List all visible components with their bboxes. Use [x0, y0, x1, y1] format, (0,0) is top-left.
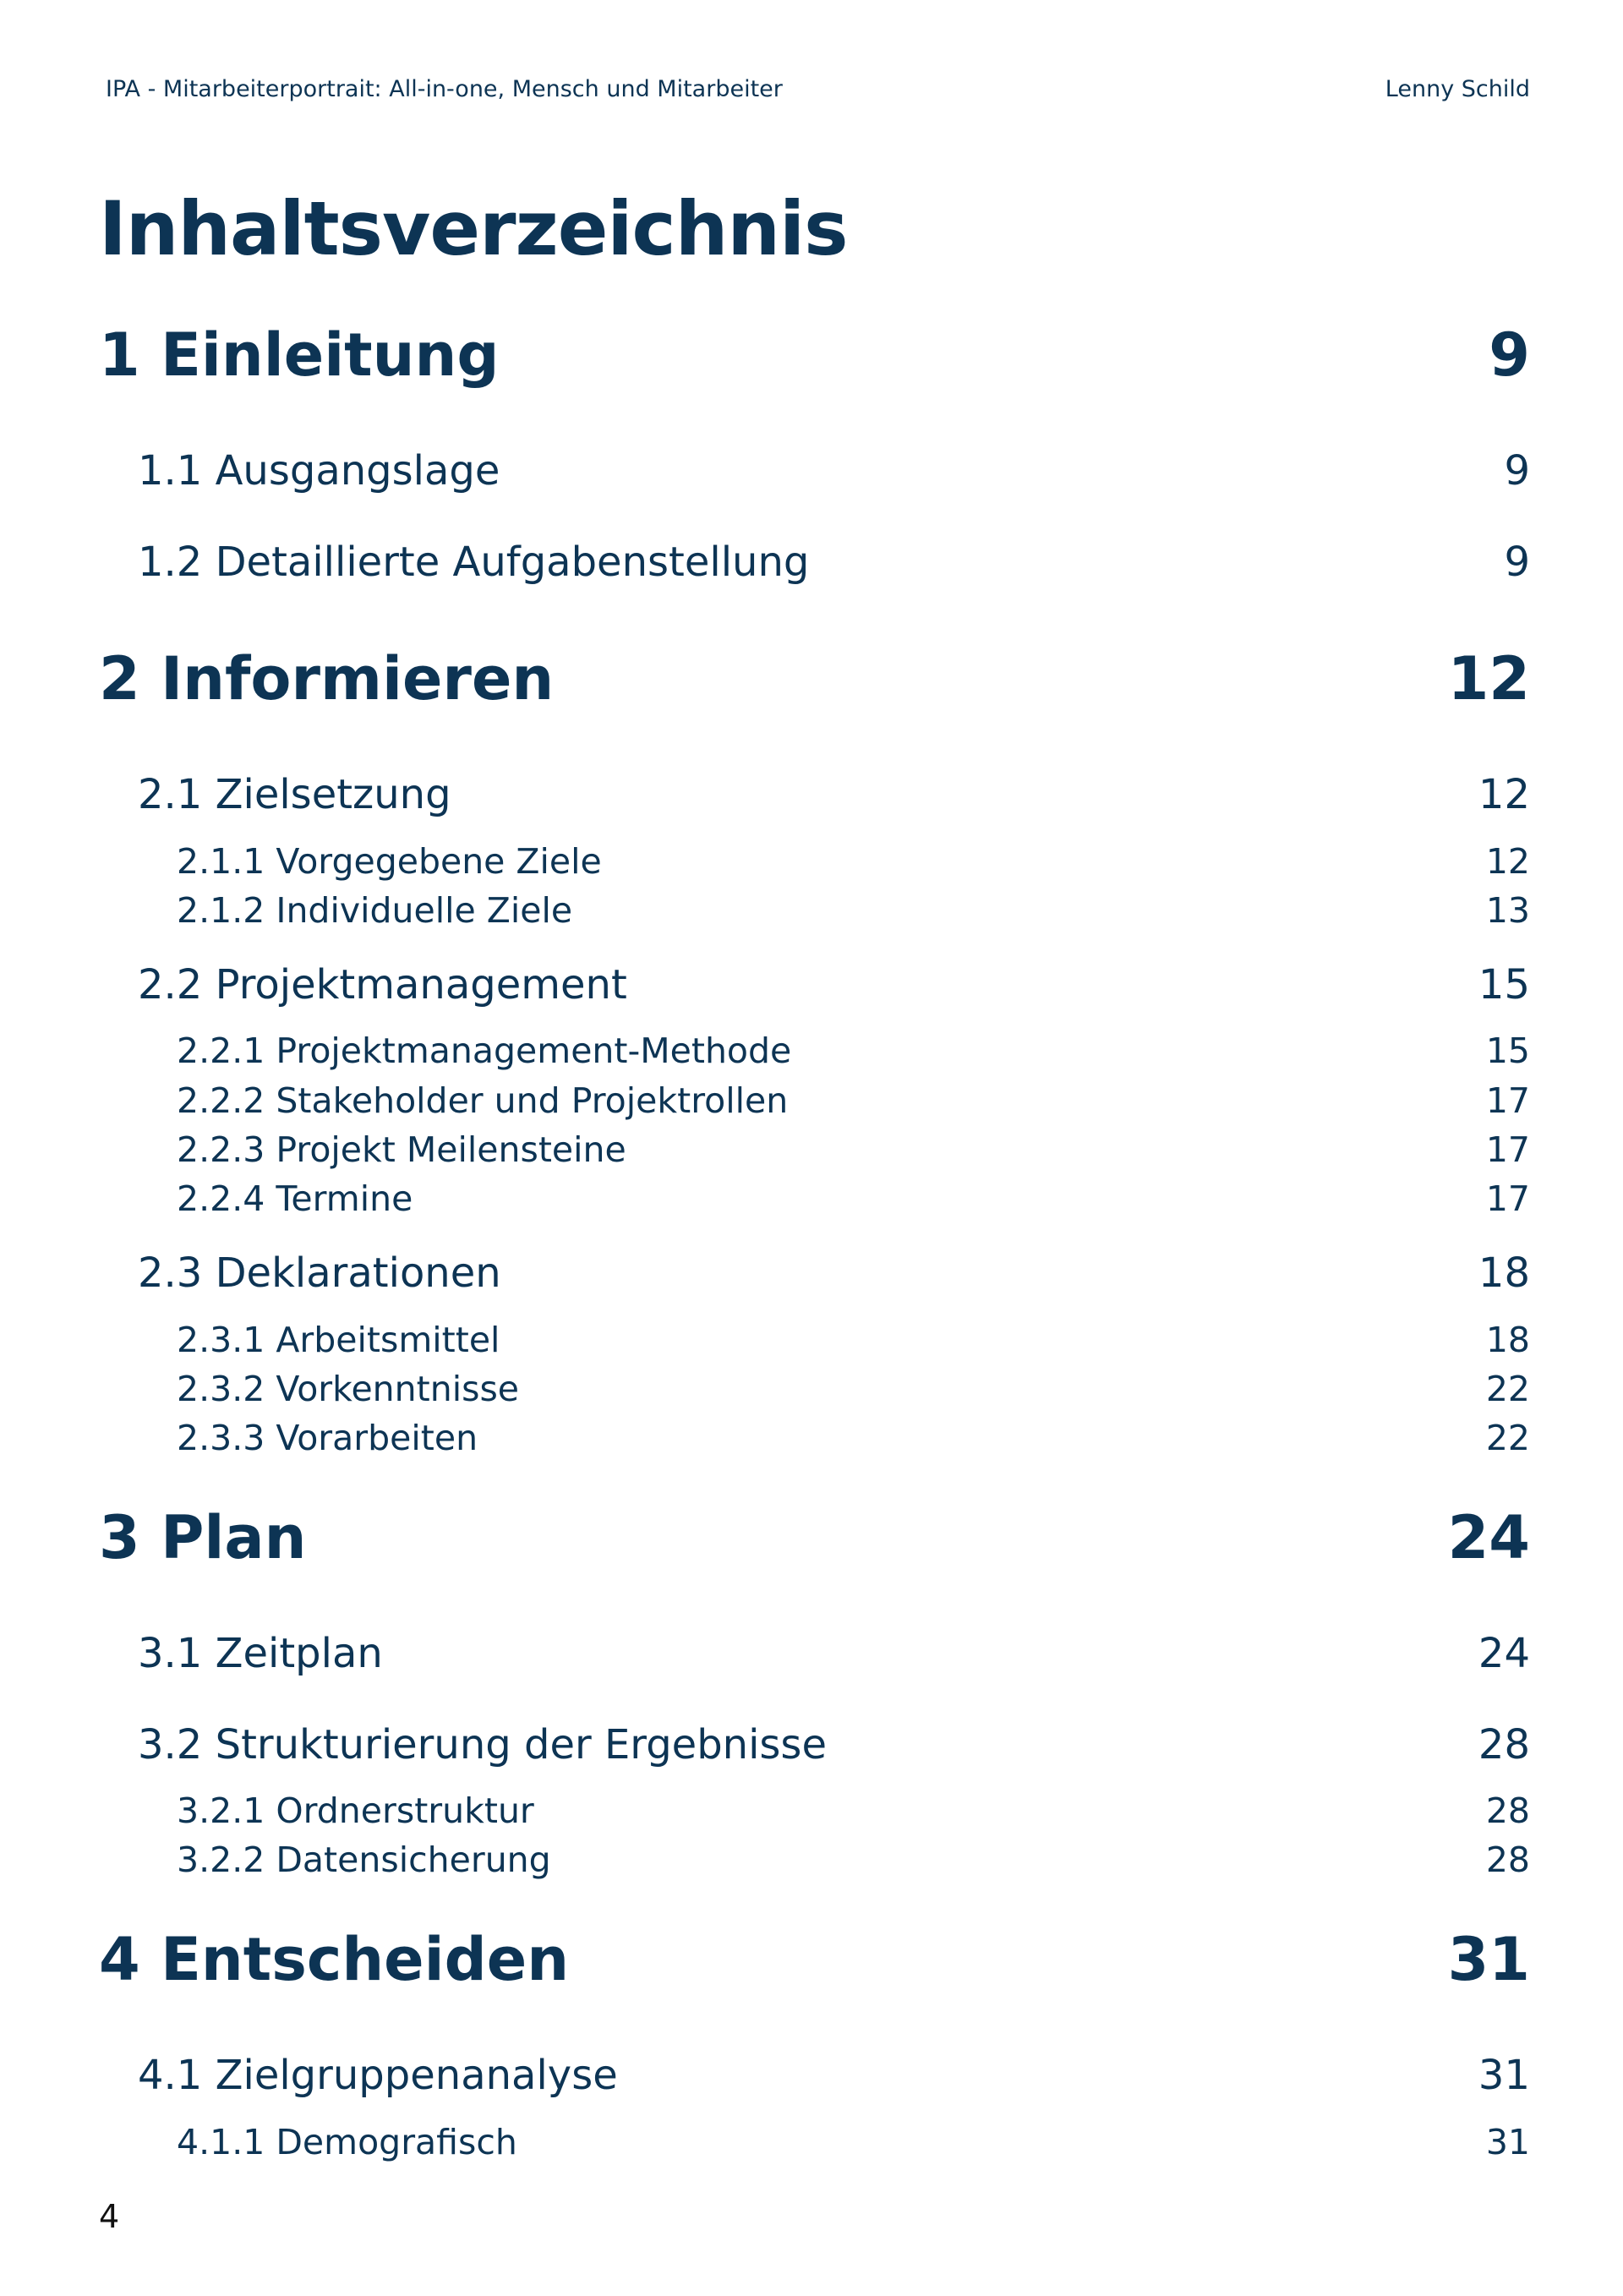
- toc-entry-page: 9: [1504, 447, 1530, 495]
- toc-entry-section[interactable]: [138, 961, 1530, 1009]
- page-number: 4: [99, 2198, 120, 2235]
- toc-entry-title: 2.3.3 Vorarbeiten: [177, 1418, 478, 1458]
- toc-entry-page: 13: [1485, 890, 1530, 931]
- toc-entry-section[interactable]: [138, 538, 1530, 586]
- toc-entry-section[interactable]: [138, 771, 1530, 818]
- toc-entry-title: 4 Entscheiden: [99, 1925, 570, 1994]
- toc-entry-page: 28: [1478, 1721, 1530, 1768]
- toc-entry-title: 3.2 Strukturierung der Ergebnisse: [138, 1721, 827, 1768]
- toc-entry-subsection[interactable]: [177, 1129, 1530, 1170]
- toc-entry-subsection[interactable]: [177, 1369, 1530, 1409]
- toc-entry-page: 22: [1485, 1369, 1530, 1409]
- toc-entry-page: 31: [1447, 1925, 1530, 1994]
- toc-entry-page: 28: [1485, 1790, 1530, 1831]
- toc-entry-subsection[interactable]: [177, 841, 1530, 882]
- toc-entry-page: 18: [1478, 1249, 1530, 1297]
- page-title: Inhaltsverzeichnis: [99, 185, 848, 272]
- running-header-author: Lenny Schild: [1385, 76, 1530, 102]
- toc-entry-title: 2.2.2 Stakeholder und Projektrollen: [177, 1080, 789, 1121]
- toc-entry-subsection[interactable]: [177, 1790, 1530, 1831]
- toc-entry-title: 2.2 Projektmanagement: [138, 961, 627, 1009]
- toc-entry-page: 31: [1485, 2122, 1530, 2162]
- toc-entry-section[interactable]: [138, 1721, 1530, 1768]
- toc-entry-page: 17: [1485, 1129, 1530, 1170]
- toc-entry-section[interactable]: [138, 1630, 1530, 1677]
- toc-entry-title: 3.2.2 Datensicherung: [177, 1840, 551, 1880]
- toc-entry-subsection[interactable]: [177, 1320, 1530, 1360]
- toc-entry-chapter[interactable]: [99, 644, 1530, 713]
- toc-entry-title: 2.1.2 Individuelle Ziele: [177, 890, 573, 931]
- toc-entry-title: 4.1.1 Demografisch: [177, 2122, 517, 2162]
- toc-entry-title: 2.2.1 Projektmanagement-Methode: [177, 1030, 792, 1071]
- toc-entry-title: 2.3 Deklarationen: [138, 1249, 501, 1297]
- toc-entry-subsection[interactable]: [177, 1030, 1530, 1071]
- toc-entry-title: 2.3.2 Vorkenntnisse: [177, 1369, 520, 1409]
- toc-entry-page: 24: [1478, 1630, 1530, 1677]
- toc-entry-page: 17: [1485, 1080, 1530, 1121]
- toc-entry-page: 12: [1478, 771, 1530, 818]
- toc-entry-title: 3.2.1 Ordnerstruktur: [177, 1790, 534, 1831]
- toc-entry-page: 9: [1504, 538, 1530, 586]
- toc-entry-title: 3 Plan: [99, 1503, 307, 1572]
- running-header-title: IPA - Mitarbeiterportrait: All-in-one, Mensch und Mitarbeiter: [106, 76, 783, 102]
- toc-entry-page: 22: [1485, 1418, 1530, 1458]
- toc-entry-chapter[interactable]: [99, 320, 1530, 390]
- toc-entry-title: 2.2.3 Projekt Meilensteine: [177, 1129, 626, 1170]
- toc-entry-title: 2.1.1 Vorgegebene Ziele: [177, 841, 602, 882]
- toc-entry-chapter[interactable]: [99, 1503, 1530, 1572]
- toc-entry-page: 24: [1447, 1503, 1530, 1572]
- toc-entry-title: 2.3.1 Arbeitsmittel: [177, 1320, 500, 1360]
- toc-entry-section[interactable]: [138, 2052, 1530, 2099]
- toc-entry-section[interactable]: [138, 447, 1530, 495]
- toc-entry-title: 1.2 Detaillierte Aufgabenstellung: [138, 538, 810, 586]
- toc-entry-page: 28: [1485, 1840, 1530, 1880]
- toc-entry-page: 17: [1485, 1178, 1530, 1219]
- toc-entry-title: 3.1 Zeitplan: [138, 1630, 383, 1677]
- toc-entry-page: 31: [1478, 2052, 1530, 2099]
- toc-entry-section[interactable]: [138, 1249, 1530, 1297]
- toc-entry-title: 2.2.4 Termine: [177, 1178, 413, 1219]
- toc-entry-page: 12: [1485, 841, 1530, 882]
- toc-entry-page: 18: [1485, 1320, 1530, 1360]
- toc-entry-title: 1.1 Ausgangslage: [138, 447, 500, 495]
- toc-entry-page: 9: [1489, 320, 1530, 390]
- toc-entry-title: 4.1 Zielgruppenanalyse: [138, 2052, 618, 2099]
- toc-entry-title: 2 Informieren: [99, 644, 555, 713]
- toc-entry-subsection[interactable]: [177, 2122, 1530, 2162]
- toc-entry-subsection[interactable]: [177, 1080, 1530, 1121]
- toc-entry-chapter[interactable]: [99, 1925, 1530, 1994]
- toc-entry-page: 12: [1447, 644, 1530, 713]
- toc-entry-page: 15: [1485, 1030, 1530, 1071]
- toc-entry-title: 1 Einleitung: [99, 320, 500, 390]
- toc-entry-subsection[interactable]: [177, 1418, 1530, 1458]
- toc-entry-subsection[interactable]: [177, 890, 1530, 931]
- toc-entry-subsection[interactable]: [177, 1840, 1530, 1880]
- toc-entry-title: 2.1 Zielsetzung: [138, 771, 451, 818]
- toc-entry-page: 15: [1478, 961, 1530, 1009]
- toc-entry-subsection[interactable]: [177, 1178, 1530, 1219]
